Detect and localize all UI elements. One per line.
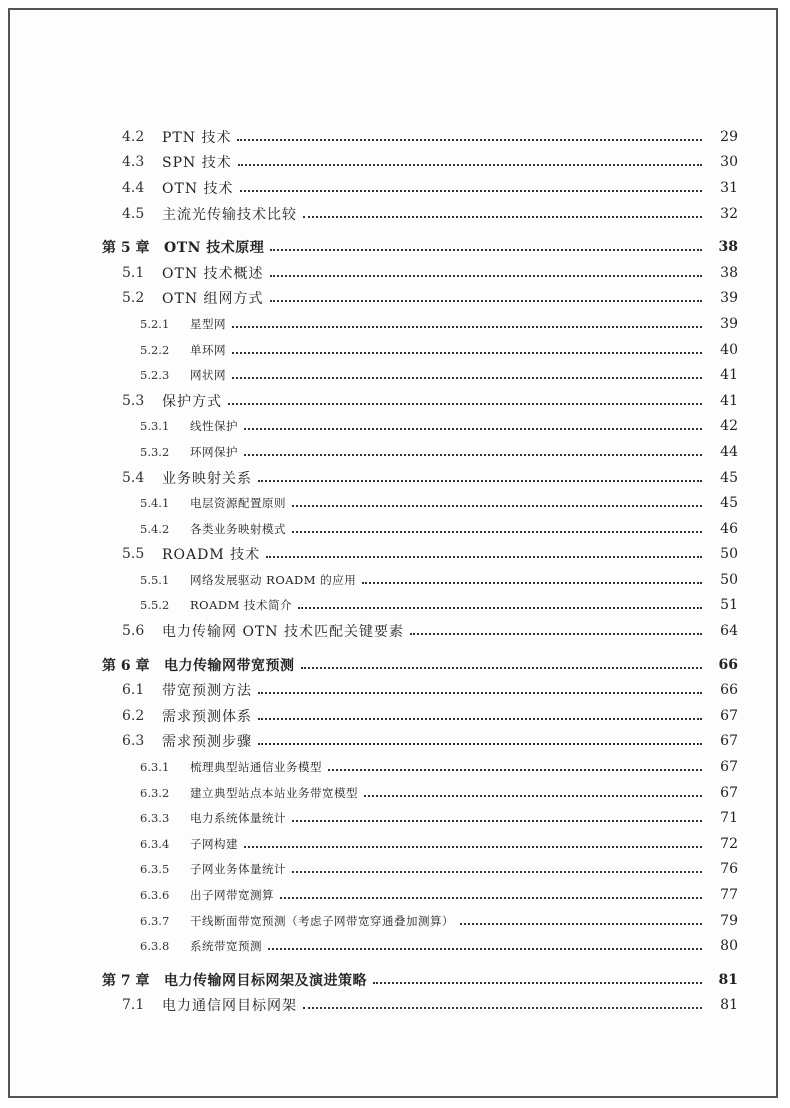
toc-subsection-entry <box>102 908 738 934</box>
dot-leader <box>232 352 702 354</box>
toc-subsection-entry <box>102 439 738 465</box>
toc-entry-number: 4.2 <box>122 128 145 145</box>
toc-entry-title: 子网业务体量统计 <box>190 862 286 877</box>
dot-leader <box>228 403 702 405</box>
toc-entry-title: 电力系统体量统计 <box>190 811 286 826</box>
toc-entry-number: 4.4 <box>122 179 145 196</box>
dot-leader <box>244 428 702 430</box>
toc-entry-title: 各类业务映射模式 <box>190 521 286 536</box>
toc-section-entry <box>102 993 738 1019</box>
toc-entry-page-number: 38 <box>720 264 738 281</box>
toc-entry-title: 单环网 <box>190 342 226 357</box>
toc-entry-title: 需求预测体系 <box>162 708 252 725</box>
toc-entry-title: 干线断面带宽预测（考虑子网带宽穿通叠加测算） <box>190 913 454 928</box>
toc-entry-number: 6.3.3 <box>140 811 170 826</box>
toc-entry-number: 4.3 <box>122 154 145 171</box>
dot-leader <box>244 454 702 456</box>
dot-leader <box>292 505 702 507</box>
toc-subsection-entry <box>102 780 738 806</box>
toc-subsection-entry <box>102 933 738 959</box>
toc-entry-page-number: 67 <box>720 707 738 724</box>
toc-entry-page-number: 29 <box>720 128 738 145</box>
toc-entry-page-number: 39 <box>720 290 738 307</box>
toc-entry-page-number: 77 <box>720 887 738 904</box>
toc-entry-page-number: 81 <box>718 971 738 988</box>
dot-leader <box>292 871 702 873</box>
toc-subsection-entry <box>102 311 738 337</box>
toc-entry-page-number: 67 <box>720 759 738 776</box>
document-page <box>8 8 778 1098</box>
toc-entry-number: 第 7 章 <box>102 972 150 989</box>
toc-entry-page-number: 51 <box>720 597 738 614</box>
dot-leader <box>270 275 702 277</box>
dot-leader <box>237 139 702 141</box>
toc-entry-title: OTN 技术概述 <box>162 265 264 282</box>
toc-subsection-entry <box>102 337 738 363</box>
toc-subsection-entry <box>102 805 738 831</box>
toc-entry-title: OTN 技术原理 <box>164 240 265 257</box>
toc-entry-title: OTN 技术 <box>162 180 234 197</box>
toc-entry-number: 6.3.6 <box>140 888 170 903</box>
dot-leader <box>373 982 702 984</box>
toc-entry-title: 需求预测步骤 <box>162 734 252 751</box>
toc-entry-number: 6.3.8 <box>140 939 170 954</box>
toc-entry-page-number: 67 <box>720 733 738 750</box>
toc-entry-page-number: 31 <box>720 179 738 196</box>
toc-entry-number: 6.3.2 <box>140 785 170 800</box>
toc-entry-title: 保护方式 <box>162 393 222 410</box>
dot-leader <box>410 633 702 635</box>
toc-section-entry <box>102 388 738 414</box>
toc-entry-page-number: 66 <box>718 656 738 673</box>
toc-entry-number: 5.4.2 <box>140 521 170 536</box>
toc-subsection-entry <box>102 857 738 883</box>
dot-leader <box>232 377 702 379</box>
toc-subsection-entry <box>102 567 738 593</box>
dot-leader <box>303 1007 702 1009</box>
toc-chapter-entry <box>102 234 738 260</box>
toc-entry-title: 子网构建 <box>190 836 238 851</box>
toc-entry-number: 5.1 <box>122 264 145 281</box>
dot-leader <box>460 923 702 925</box>
toc-entry-number: 6.3.5 <box>140 862 170 877</box>
toc-section-entry <box>102 465 738 491</box>
toc-entry-page-number: 39 <box>720 315 738 332</box>
dot-leader <box>328 769 702 771</box>
dot-leader <box>298 607 702 609</box>
toc-subsection-entry <box>102 831 738 857</box>
dot-leader <box>292 820 702 822</box>
toc-entry-number: 第 6 章 <box>102 657 150 674</box>
toc-entry-title: 带宽预测方法 <box>162 683 252 700</box>
toc-entry-page-number: 42 <box>720 418 738 435</box>
dot-leader <box>280 897 702 899</box>
toc-entry-number: 5.4.1 <box>140 496 170 511</box>
toc-entry-number: 5.2.1 <box>140 316 170 331</box>
dot-leader <box>244 846 702 848</box>
toc-subsection-entry <box>102 362 738 388</box>
toc-subsection-entry <box>102 754 738 780</box>
dot-leader <box>258 743 702 745</box>
dot-leader <box>232 326 702 328</box>
toc-entry-page-number: 40 <box>720 341 738 358</box>
toc-section-entry <box>102 729 738 755</box>
dot-leader <box>258 692 702 694</box>
toc-entry-number: 5.3.1 <box>140 419 170 434</box>
toc-section-entry <box>102 175 738 201</box>
toc-entry-page-number: 71 <box>720 810 738 827</box>
toc-entry-title: 建立典型站点本站业务带宽模型 <box>190 785 358 800</box>
toc-chapter-entry <box>102 652 738 678</box>
toc-section-entry <box>102 150 738 176</box>
toc-entry-number: 6.3 <box>122 733 145 750</box>
dot-leader <box>266 556 702 558</box>
toc-section-entry <box>102 618 738 644</box>
dot-leader <box>270 249 702 251</box>
dot-leader <box>301 667 703 669</box>
toc-entry-title: 星型网 <box>190 316 226 331</box>
toc-entry-title: 电力传输网带宽预测 <box>164 657 295 674</box>
toc-entry-title: 业务映射关系 <box>162 470 252 487</box>
dot-leader <box>258 718 702 720</box>
toc-entry-title: 网络发展驱动 ROADM 的应用 <box>190 572 357 587</box>
toc-entry-number: 6.2 <box>122 707 145 724</box>
toc-entry-title: 主流光传输技术比较 <box>162 206 297 223</box>
dot-leader <box>364 795 702 797</box>
toc-section-entry <box>102 286 738 312</box>
toc-subsection-entry <box>102 593 738 619</box>
toc-section-entry <box>102 260 738 286</box>
toc-entry-number: 5.6 <box>122 623 145 640</box>
toc-entry-title: 系统带宽预测 <box>190 939 262 954</box>
toc-entry-page-number: 76 <box>720 861 738 878</box>
toc-entry-page-number: 79 <box>720 912 738 929</box>
toc-entry-title: PTN 技术 <box>162 129 232 146</box>
toc-entry-page-number: 45 <box>720 469 738 486</box>
dot-leader <box>270 300 702 302</box>
dot-leader <box>238 164 702 166</box>
toc-entry-title: 电力传输网 OTN 技术匹配关键要素 <box>162 624 404 641</box>
toc-entry-title: SPN 技术 <box>162 155 232 172</box>
toc-section-entry <box>102 703 738 729</box>
toc-subsection-entry <box>102 516 738 542</box>
toc-entry-number: 5.3 <box>122 392 145 409</box>
toc-section-entry <box>102 542 738 568</box>
toc-entry-page-number: 41 <box>720 367 738 384</box>
toc-entry-title: OTN 组网方式 <box>162 291 264 308</box>
toc-entry-page-number: 50 <box>720 546 738 563</box>
toc-entry-title: ROADM 技术简介 <box>190 598 293 613</box>
toc-entry-page-number: 38 <box>718 239 738 256</box>
toc-entry-page-number: 67 <box>720 784 738 801</box>
toc-entry-title: 电力传输网目标网架及演进策略 <box>164 972 367 989</box>
toc-entry-page-number: 66 <box>720 682 738 699</box>
toc-entry-title: 线性保护 <box>190 419 238 434</box>
toc-entry-title: ROADM 技术 <box>162 547 261 564</box>
toc-entry-number: 6.1 <box>122 682 145 699</box>
toc-entry-title: 梳理典型站通信业务模型 <box>190 760 322 775</box>
toc-entry-number: 5.2.2 <box>140 342 170 357</box>
dot-leader <box>240 190 702 192</box>
toc-entry-number: 7.1 <box>122 997 145 1014</box>
toc-entry-number: 5.5 <box>122 546 145 563</box>
toc-entry-number: 6.3.7 <box>140 913 170 928</box>
toc-entry-number: 6.3.4 <box>140 836 170 851</box>
toc-entry-title: 出子网带宽测算 <box>190 888 274 903</box>
toc-entry-number: 5.2 <box>122 290 145 307</box>
toc-entry-page-number: 32 <box>720 205 738 222</box>
toc-entry-number: 6.3.1 <box>140 760 170 775</box>
toc-entry-title: 电层资源配置原则 <box>190 496 286 511</box>
toc-entry-number: 5.3.2 <box>140 444 170 459</box>
toc-entry-number: 5.5.1 <box>140 572 170 587</box>
dot-leader <box>303 216 702 218</box>
toc-entry-title: 环网保护 <box>190 444 238 459</box>
toc-entry-number: 5.4 <box>122 469 145 486</box>
dot-leader <box>362 582 702 584</box>
toc-section-entry <box>102 124 738 150</box>
toc-subsection-entry <box>102 414 738 440</box>
toc-entry-page-number: 50 <box>720 571 738 588</box>
toc-entry-page-number: 72 <box>720 835 738 852</box>
toc-subsection-entry <box>102 490 738 516</box>
toc-chapter-entry <box>102 967 738 993</box>
toc-entry-page-number: 30 <box>720 154 738 171</box>
toc-subsection-entry <box>102 882 738 908</box>
toc-entry-title: 网状网 <box>190 368 226 383</box>
toc-entry-number: 4.5 <box>122 205 145 222</box>
toc-section-entry <box>102 201 738 227</box>
toc-entry-number: 5.5.2 <box>140 598 170 613</box>
toc-entry-page-number: 64 <box>720 623 738 640</box>
table-of-contents <box>102 124 738 1018</box>
toc-section-entry <box>102 677 738 703</box>
toc-entry-number: 5.2.3 <box>140 368 170 383</box>
toc-entry-page-number: 81 <box>720 997 738 1014</box>
toc-entry-title: 电力通信网目标网架 <box>162 998 297 1015</box>
toc-entry-page-number: 44 <box>720 443 738 460</box>
toc-entry-number: 第 5 章 <box>102 240 150 257</box>
toc-entry-page-number: 80 <box>720 938 738 955</box>
toc-entry-page-number: 45 <box>720 495 738 512</box>
toc-entry-page-number: 46 <box>720 520 738 537</box>
toc-entry-page-number: 41 <box>720 392 738 409</box>
dot-leader <box>292 531 702 533</box>
dot-leader <box>268 948 702 950</box>
dot-leader <box>258 480 702 482</box>
